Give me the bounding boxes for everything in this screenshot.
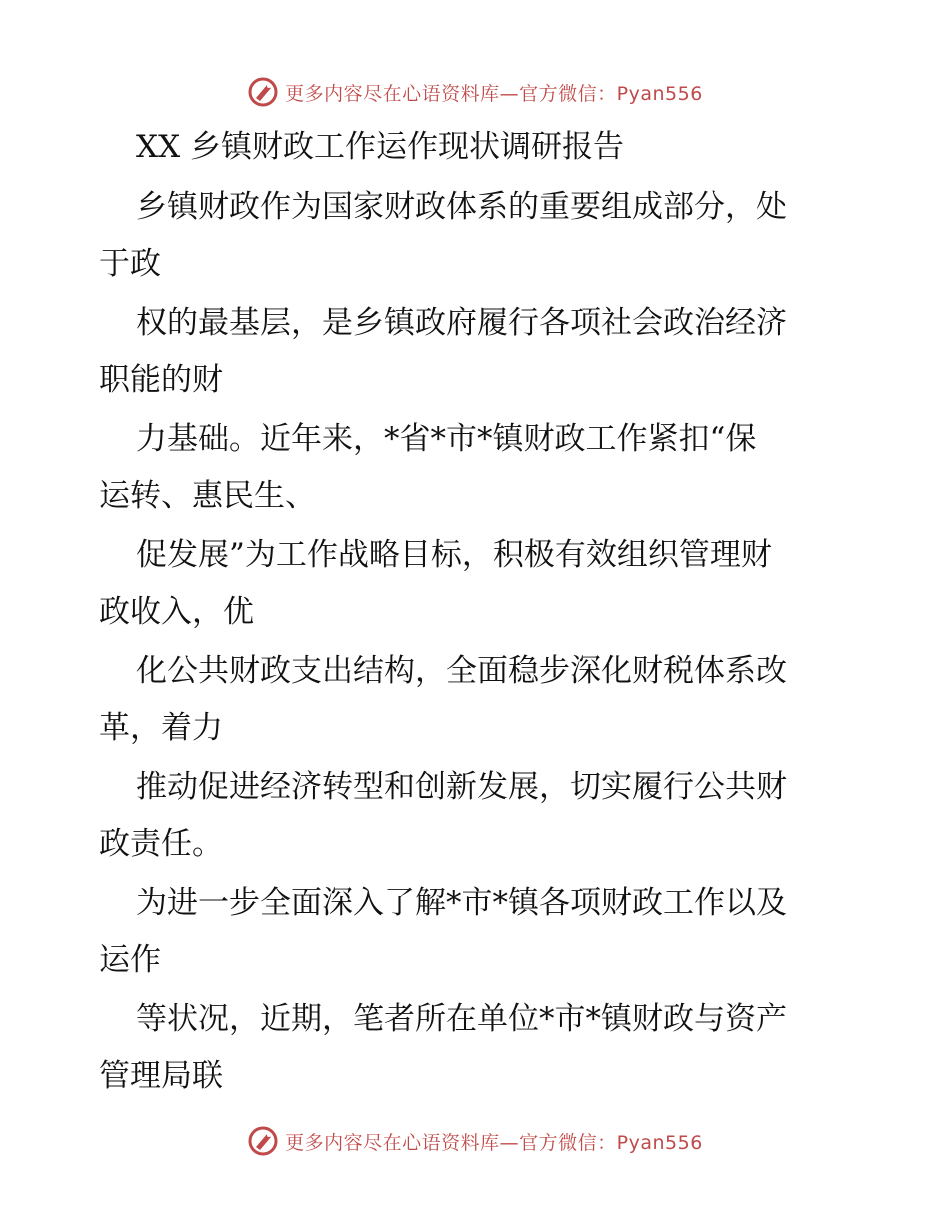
paragraph-line: 为进一步全面深入了解*市*镇各项财政工作以及 xyxy=(136,885,787,921)
paragraph-line: 政责任。 xyxy=(99,826,223,862)
watermark-banner-bottom xyxy=(0,1121,950,1161)
paragraph-line: 乡镇财政作为国家财政体系的重要组成部分，处 xyxy=(136,189,787,225)
paragraph-line: 化公共财政支出结构，全面稳步深化财税体系改 xyxy=(136,653,787,689)
watermark-text: 更多内容尽在心语资料库—官方微信：Pyan556 xyxy=(285,1131,703,1154)
seal-pen-logo-icon xyxy=(247,1125,279,1157)
paragraph-line: 权的最基层，是乡镇政府履行各项社会政治经济 xyxy=(136,305,787,341)
paragraph-line: 管理局联 xyxy=(99,1058,223,1094)
paragraph-line: 运转、惠民生、 xyxy=(99,478,316,514)
watermark-text: 更多内容尽在心语资料库—官方微信：Pyan556 xyxy=(285,82,703,105)
paragraph-line: 职能的财 xyxy=(99,362,223,398)
paragraph-line: 革，着力 xyxy=(99,710,223,746)
paragraph-line: 运作 xyxy=(99,942,161,978)
paragraph-line: 于政 xyxy=(99,246,161,282)
document-title: XX 乡镇财政工作运作现状调研报告 xyxy=(136,129,624,165)
paragraph-line: 力基础。近年来，*省*市*镇财政工作紧扣“保 xyxy=(136,421,757,457)
paragraph-line: 促发展”为工作战略目标，积极有效组织管理财 xyxy=(136,537,772,573)
watermark-banner-top xyxy=(0,72,950,112)
paragraph-line: 政收入，优 xyxy=(99,594,254,630)
paragraph-line: 等状况，近期，笔者所在单位*市*镇财政与资产 xyxy=(136,1001,787,1037)
seal-pen-logo-icon xyxy=(247,76,279,108)
paragraph-line: 推动促进经济转型和创新发展，切实履行公共财 xyxy=(136,769,787,805)
